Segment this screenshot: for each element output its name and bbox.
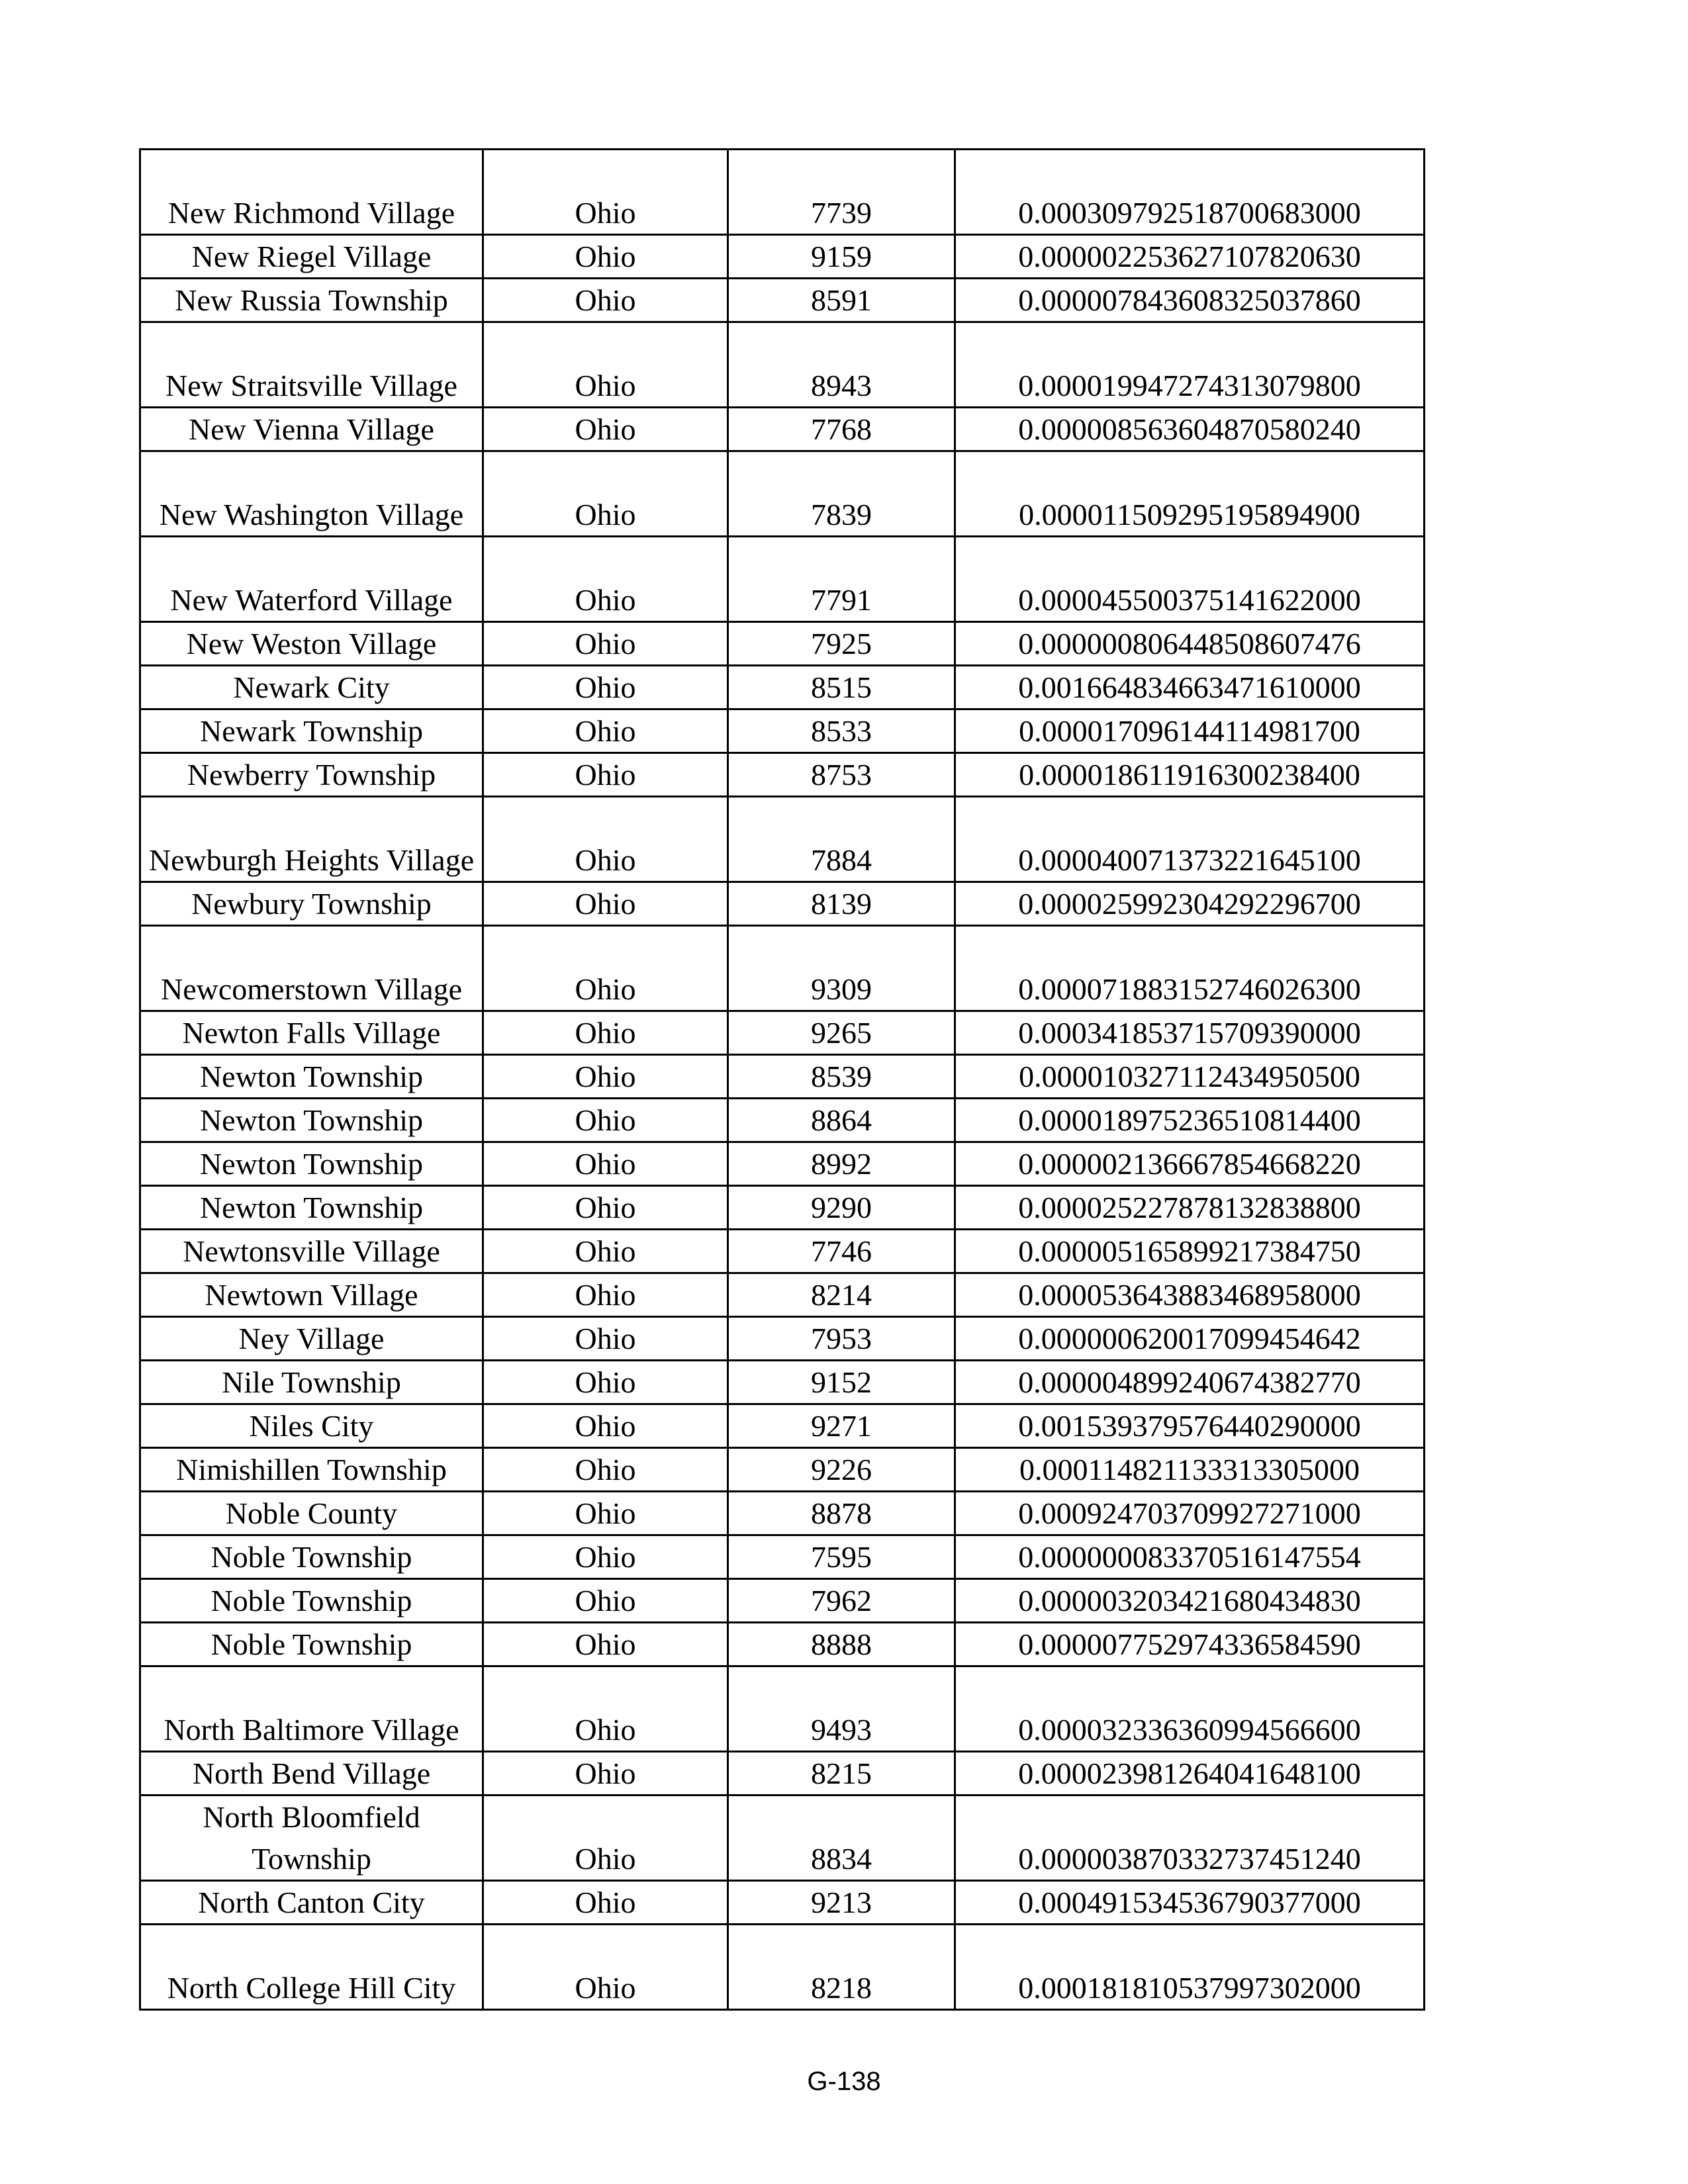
state-cell: Ohio <box>483 1011 728 1055</box>
allocation-value-cell: 0.000003870332737451240 <box>955 1796 1425 1881</box>
allocation-value-cell: 0.000114821133313305000 <box>955 1448 1425 1492</box>
allocation-value-cell: 0.000025992304292296700 <box>955 882 1425 926</box>
code-cell: 9213 <box>728 1881 955 1925</box>
allocation-value-cell: 0.000309792518700683000 <box>955 150 1425 235</box>
table-row <box>140 1186 1425 1230</box>
jurisdiction-name-cell: Newbury Township <box>140 882 483 926</box>
state-cell: Ohio <box>483 451 728 537</box>
code-cell: 8591 <box>728 279 955 322</box>
state-cell: Ohio <box>483 797 728 882</box>
state-cell: Ohio <box>483 1579 728 1623</box>
table-row <box>140 537 1425 622</box>
jurisdiction-name-cell: Noble County <box>140 1492 483 1535</box>
code-cell: 9159 <box>728 235 955 279</box>
table-row <box>140 235 1425 279</box>
table-row <box>140 1361 1425 1404</box>
code-cell: 8888 <box>728 1623 955 1666</box>
state-cell: Ohio <box>483 709 728 753</box>
jurisdiction-name-cell: Newtonsville Village <box>140 1230 483 1273</box>
jurisdiction-name-cell: Newton Township <box>140 1142 483 1186</box>
code-cell: 9152 <box>728 1361 955 1404</box>
table-row <box>140 1623 1425 1666</box>
jurisdiction-name-cell: North Bend Village <box>140 1752 483 1796</box>
table-row <box>140 451 1425 537</box>
code-cell: 7768 <box>728 408 955 451</box>
code-cell: 7884 <box>728 797 955 882</box>
state-cell: Ohio <box>483 1666 728 1752</box>
state-cell: Ohio <box>483 1881 728 1925</box>
table-row <box>140 1881 1425 1925</box>
allocation-value-cell: 0.000007752974336584590 <box>955 1623 1425 1666</box>
state-cell: Ohio <box>483 666 728 709</box>
allocation-value-cell: 0.000003203421680434830 <box>955 1579 1425 1623</box>
code-cell: 8218 <box>728 1925 955 2010</box>
state-cell: Ohio <box>483 1186 728 1230</box>
jurisdiction-name-cell: Newark City <box>140 666 483 709</box>
allocation-value-cell: 0.000491534536790377000 <box>955 1881 1425 1925</box>
jurisdiction-name-cell: Newark Township <box>140 709 483 753</box>
code-cell: 8139 <box>728 882 955 926</box>
jurisdiction-name-cell: Newburgh Heights Village <box>140 797 483 882</box>
code-cell: 8539 <box>728 1055 955 1099</box>
allocation-value-cell: 0.000008563604870580240 <box>955 408 1425 451</box>
allocation-value-cell: 0.000002136667854668220 <box>955 1142 1425 1186</box>
table-row <box>140 1752 1425 1796</box>
state-cell: Ohio <box>483 537 728 622</box>
jurisdiction-name-cell: Noble Township <box>140 1579 483 1623</box>
jurisdiction-name-cell: Nimishillen Township <box>140 1448 483 1492</box>
allocation-value-cell: 0.000181810537997302000 <box>955 1925 1425 2010</box>
allocation-value-cell: 0.000071883152746026300 <box>955 926 1425 1011</box>
table-row <box>140 1925 1425 2010</box>
allocation-value-cell: 0.000000620017099454642 <box>955 1317 1425 1361</box>
allocation-value-cell: 0.000007843608325037860 <box>955 279 1425 322</box>
jurisdiction-name-cell: Nile Township <box>140 1361 483 1404</box>
code-cell: 8878 <box>728 1492 955 1535</box>
code-cell: 9290 <box>728 1186 955 1230</box>
state-cell: Ohio <box>483 1055 728 1099</box>
jurisdiction-name-cell: New Waterford Village <box>140 537 483 622</box>
code-cell: 9309 <box>728 926 955 1011</box>
state-cell: Ohio <box>483 1361 728 1404</box>
code-cell: 8753 <box>728 753 955 797</box>
state-cell: Ohio <box>483 1925 728 2010</box>
code-cell: 9493 <box>728 1666 955 1752</box>
table-row <box>140 1230 1425 1273</box>
table-row <box>140 1492 1425 1535</box>
state-cell: Ohio <box>483 1796 728 1881</box>
state-cell: Ohio <box>483 322 728 408</box>
table-row <box>140 1099 1425 1142</box>
table-row <box>140 1142 1425 1186</box>
code-cell: 9271 <box>728 1404 955 1448</box>
table-row <box>140 666 1425 709</box>
allocation-value-cell: 0.001664834663471610000 <box>955 666 1425 709</box>
state-cell: Ohio <box>483 408 728 451</box>
table-row <box>140 1796 1425 1881</box>
table-row <box>140 1535 1425 1579</box>
state-cell: Ohio <box>483 926 728 1011</box>
allocation-value-cell: 0.000025227878132838800 <box>955 1186 1425 1230</box>
jurisdiction-name-cell: New Russia Township <box>140 279 483 322</box>
state-cell: Ohio <box>483 882 728 926</box>
state-cell: Ohio <box>483 235 728 279</box>
state-cell: Ohio <box>483 1273 728 1317</box>
state-cell: Ohio <box>483 753 728 797</box>
jurisdiction-name-cell: North Bloomfield Township <box>140 1796 483 1881</box>
allocation-value-cell: 0.000019947274313079800 <box>955 322 1425 408</box>
table-row <box>140 622 1425 666</box>
jurisdiction-name-cell: New Straitsville Village <box>140 322 483 408</box>
allocation-value-cell: 0.000023981264041648100 <box>955 1752 1425 1796</box>
jurisdiction-name-cell: Noble Township <box>140 1623 483 1666</box>
jurisdiction-name-cell: New Weston Village <box>140 622 483 666</box>
jurisdiction-name-cell: Newberry Township <box>140 753 483 797</box>
allocation-value-cell: 0.000018611916300238400 <box>955 753 1425 797</box>
allocation-value-cell: 0.000018975236510814400 <box>955 1099 1425 1142</box>
code-cell: 7791 <box>728 537 955 622</box>
code-cell: 7746 <box>728 1230 955 1273</box>
state-cell: Ohio <box>483 279 728 322</box>
allocation-value-cell: 0.000053643883468958000 <box>955 1273 1425 1317</box>
state-cell: Ohio <box>483 1404 728 1448</box>
allocation-value-cell: 0.001539379576440290000 <box>955 1404 1425 1448</box>
table-row <box>140 1579 1425 1623</box>
jurisdiction-name-cell: Newton Falls Village <box>140 1011 483 1055</box>
code-cell: 8533 <box>728 709 955 753</box>
table-row <box>140 150 1425 235</box>
allocation-value-cell: 0.000010327112434950500 <box>955 1055 1425 1099</box>
jurisdiction-name-cell: Ney Village <box>140 1317 483 1361</box>
jurisdiction-name-cell: Newtown Village <box>140 1273 483 1317</box>
page-number: G-138 <box>807 2067 881 2096</box>
state-cell: Ohio <box>483 1752 728 1796</box>
code-cell: 9226 <box>728 1448 955 1492</box>
state-cell: Ohio <box>483 1623 728 1666</box>
state-cell: Ohio <box>483 622 728 666</box>
table-row <box>140 709 1425 753</box>
data-table <box>139 148 1425 2011</box>
jurisdiction-name-cell: North College Hill City <box>140 1925 483 2010</box>
code-cell: 7839 <box>728 451 955 537</box>
table-row <box>140 1404 1425 1448</box>
state-cell: Ohio <box>483 1535 728 1579</box>
state-cell: Ohio <box>483 150 728 235</box>
allocation-value-cell: 0.000002253627107820630 <box>955 235 1425 279</box>
jurisdiction-name-cell: New Washington Village <box>140 451 483 537</box>
table-row <box>140 1317 1425 1361</box>
state-cell: Ohio <box>483 1317 728 1361</box>
table-row <box>140 882 1425 926</box>
jurisdiction-name-cell: Newton Township <box>140 1186 483 1230</box>
state-cell: Ohio <box>483 1448 728 1492</box>
jurisdiction-name-cell: New Vienna Village <box>140 408 483 451</box>
allocation-value-cell: 0.000000083370516147554 <box>955 1535 1425 1579</box>
table-row <box>140 1448 1425 1492</box>
allocation-value-cell: 0.000004899240674382770 <box>955 1361 1425 1404</box>
code-cell: 8515 <box>728 666 955 709</box>
code-cell: 8215 <box>728 1752 955 1796</box>
table-row <box>140 322 1425 408</box>
jurisdiction-name-cell: Newton Township <box>140 1099 483 1142</box>
table-row <box>140 1055 1425 1099</box>
allocation-value-cell: 0.000045500375141622000 <box>955 537 1425 622</box>
state-cell: Ohio <box>483 1230 728 1273</box>
code-cell: 8214 <box>728 1273 955 1317</box>
jurisdiction-name-cell: Niles City <box>140 1404 483 1448</box>
code-cell: 8834 <box>728 1796 955 1881</box>
table-row <box>140 926 1425 1011</box>
table-row <box>140 279 1425 322</box>
table-row <box>140 1011 1425 1055</box>
code-cell: 8943 <box>728 322 955 408</box>
state-cell: Ohio <box>483 1492 728 1535</box>
allocation-value-cell: 0.000005165899217384750 <box>955 1230 1425 1273</box>
jurisdiction-name-cell: Newton Township <box>140 1055 483 1099</box>
allocation-value-cell: 0.000924703709927271000 <box>955 1492 1425 1535</box>
allocation-value-cell: 0.000011509295195894900 <box>955 451 1425 537</box>
jurisdiction-name-cell: Newcomerstown Village <box>140 926 483 1011</box>
state-cell: Ohio <box>483 1142 728 1186</box>
state-cell: Ohio <box>483 1099 728 1142</box>
jurisdiction-name-cell: North Canton City <box>140 1881 483 1925</box>
code-cell: 8992 <box>728 1142 955 1186</box>
code-cell: 9265 <box>728 1011 955 1055</box>
jurisdiction-name-cell: North Baltimore Village <box>140 1666 483 1752</box>
allocation-value-cell: 0.000032336360994566600 <box>955 1666 1425 1752</box>
jurisdiction-name-cell: New Richmond Village <box>140 150 483 235</box>
code-cell: 7962 <box>728 1579 955 1623</box>
code-cell: 7595 <box>728 1535 955 1579</box>
jurisdiction-name-cell: Noble Township <box>140 1535 483 1579</box>
allocation-value-cell: 0.000341853715709390000 <box>955 1011 1425 1055</box>
code-cell: 8864 <box>728 1099 955 1142</box>
code-cell: 7953 <box>728 1317 955 1361</box>
jurisdiction-name-cell: New Riegel Village <box>140 235 483 279</box>
allocation-value-cell: 0.000017096144114981700 <box>955 709 1425 753</box>
allocation-value-cell: 0.000000806448508607476 <box>955 622 1425 666</box>
table-row <box>140 797 1425 882</box>
table-row <box>140 1666 1425 1752</box>
table-row <box>140 408 1425 451</box>
table-row <box>140 1273 1425 1317</box>
allocation-value-cell: 0.000040071373221645100 <box>955 797 1425 882</box>
table-body <box>140 150 1425 2010</box>
table-row <box>140 753 1425 797</box>
code-cell: 7925 <box>728 622 955 666</box>
code-cell: 7739 <box>728 150 955 235</box>
